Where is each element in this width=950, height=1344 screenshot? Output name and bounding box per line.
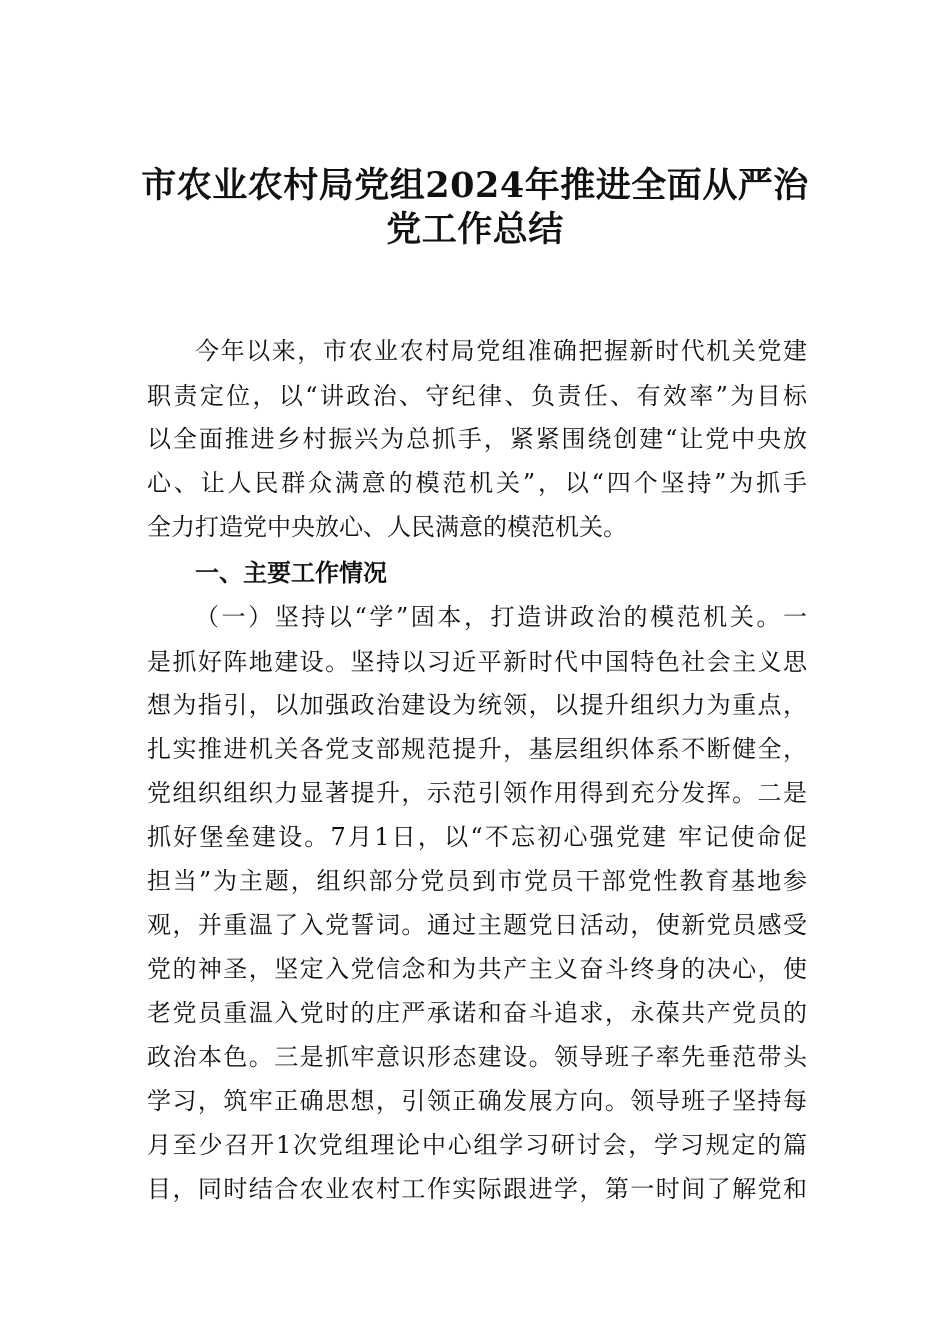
- section-line: （一）坚持以“学”固本，打造讲政治的模范机关。一: [195, 603, 807, 631]
- section-line: 是抓好阵地建设。坚持以习近平新时代中国特色社会主义思: [147, 648, 807, 676]
- section-line: 学习，筑牢正确思想，引领正确发展方向。领导班子坚持每: [147, 1087, 807, 1115]
- section-line: 月至少召开1次党组理论中心组学习研讨会，学习规定的篇: [147, 1131, 807, 1159]
- section-line: 抓好堡垒建设。7月1日，以“不忘初心强党建 牢记使命促: [147, 823, 807, 851]
- intro-line: 今年以来，市农业农村局党组准确把握新时代机关党建: [195, 337, 807, 365]
- section-line: 担当”为主题，组织部分党员到市党员干部党性教育基地参: [147, 867, 807, 895]
- intro-line: 以全面推进乡村振兴为总抓手，紧紧围绕创建“让党中央放: [147, 425, 807, 453]
- section-line: 目，同时结合农业农村工作实际跟进学，第一时间了解党和: [147, 1175, 807, 1203]
- section-line: 老党员重温入党时的庄严承诺和奋斗追求，永葆共产党员的: [147, 999, 807, 1027]
- section-line: 党组织组织力显著提升，示范引领作用得到充分发挥。二是: [147, 779, 807, 807]
- intro-line: 全力打造党中央放心、人民满意的模范机关。: [147, 513, 627, 541]
- intro-line: 心、让人民群众满意的模范机关”，以“四个坚持”为抓手: [147, 469, 807, 497]
- section-line: 政治本色。三是抓牢意识形态建设。领导班子率先垂范带头: [147, 1043, 807, 1071]
- document-title-line-2: 党工作总结: [386, 209, 564, 250]
- section-heading: 一、主要工作情况: [195, 559, 387, 587]
- section-line: 党的神圣，坚定入党信念和为共产主义奋斗终身的决心，使: [147, 955, 807, 983]
- section-line: 扎实推进机关各党支部规范提升，基层组织体系不断健全，: [147, 735, 807, 763]
- intro-line: 职责定位，以“讲政治、守纪律、负责任、有效率”为目标: [147, 382, 807, 410]
- section-line: 想为指引，以加强政治建设为统领，以提升组织力为重点，: [147, 691, 807, 719]
- section-line: 观，并重温了入党誓词。通过主题党日活动，使新党员感受: [147, 911, 807, 939]
- document-title-line-1: 市农业农村局党组2024年推进全面从严治: [141, 165, 809, 206]
